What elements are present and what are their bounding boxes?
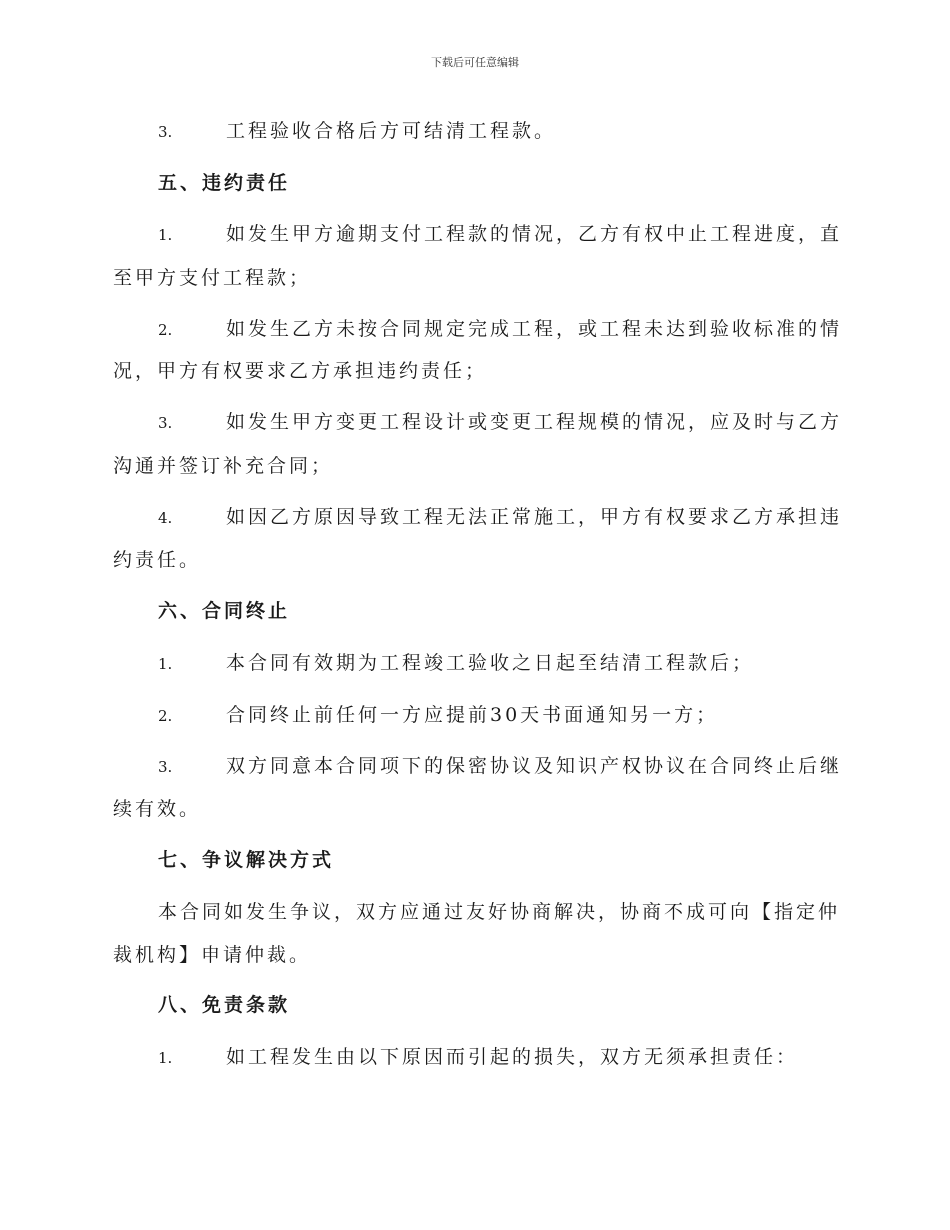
item-text: 双方同意本合同项下的保密协议及知识产权协议在合同终止后继 [226, 755, 843, 777]
item-continuation: 至甲方支付工程款； [113, 267, 312, 289]
list-item [158, 751, 842, 778]
item-number: 4. [158, 509, 173, 527]
item-continuation: 续有效。 [113, 798, 202, 820]
item-continuation: 沟通并签订补充合同； [113, 455, 334, 477]
item-text: 本合同有效期为工程竣工验收之日起至结清工程款后； [226, 652, 755, 674]
list-item [158, 1042, 798, 1069]
item-number: 2. [158, 321, 173, 339]
item-number: 1. [158, 1049, 173, 1067]
page-header: 下载后可任意编辑 [431, 56, 519, 69]
item-number: 1. [158, 226, 173, 244]
section-heading: 五、违约责任 [158, 172, 291, 194]
item-number: 2. [158, 707, 173, 725]
section-heading: 六、合同终止 [158, 600, 291, 622]
item-text: 如发生乙方未按合同规定完成工程，或工程未达到验收标准的情 [226, 318, 843, 340]
item-number: 1. [158, 655, 173, 673]
section-heading: 七、争议解决方式 [158, 849, 335, 871]
item-text: 合同终止前任何一方应提前30天书面通知另一方； [226, 704, 719, 726]
list-item [158, 700, 718, 727]
paragraph-continuation: 裁机构】申请仲裁。 [113, 944, 312, 966]
item-number: 3. [158, 123, 173, 141]
list-item [158, 314, 842, 341]
item-number: 3. [158, 758, 173, 776]
item-number: 3. [158, 414, 173, 432]
item-continuation: 况，甲方有权要求乙方承担违约责任； [113, 360, 488, 382]
item-continuation: 约责任。 [113, 549, 202, 571]
list-item [158, 407, 842, 434]
paragraph-line: 本合同如发生争议，双方应通过友好协商解决，协商不成可向【指定仲 [158, 901, 841, 923]
item-text: 如工程发生由以下原因而引起的损失，双方无须承担责任： [226, 1046, 799, 1068]
item-text: 工程验收合格后方可结清工程款。 [226, 120, 557, 142]
item-text: 如因乙方原因导致工程无法正常施工，甲方有权要求乙方承担违 [226, 506, 843, 528]
section-heading: 八、免责条款 [158, 994, 291, 1016]
list-item [158, 116, 556, 143]
item-text: 如发生甲方变更工程设计或变更工程规模的情况，应及时与乙方 [226, 411, 843, 433]
list-item [158, 648, 754, 675]
item-text: 如发生甲方逾期支付工程款的情况，乙方有权中止工程进度，直 [226, 223, 843, 245]
list-item [158, 219, 842, 246]
list-item [158, 502, 842, 529]
